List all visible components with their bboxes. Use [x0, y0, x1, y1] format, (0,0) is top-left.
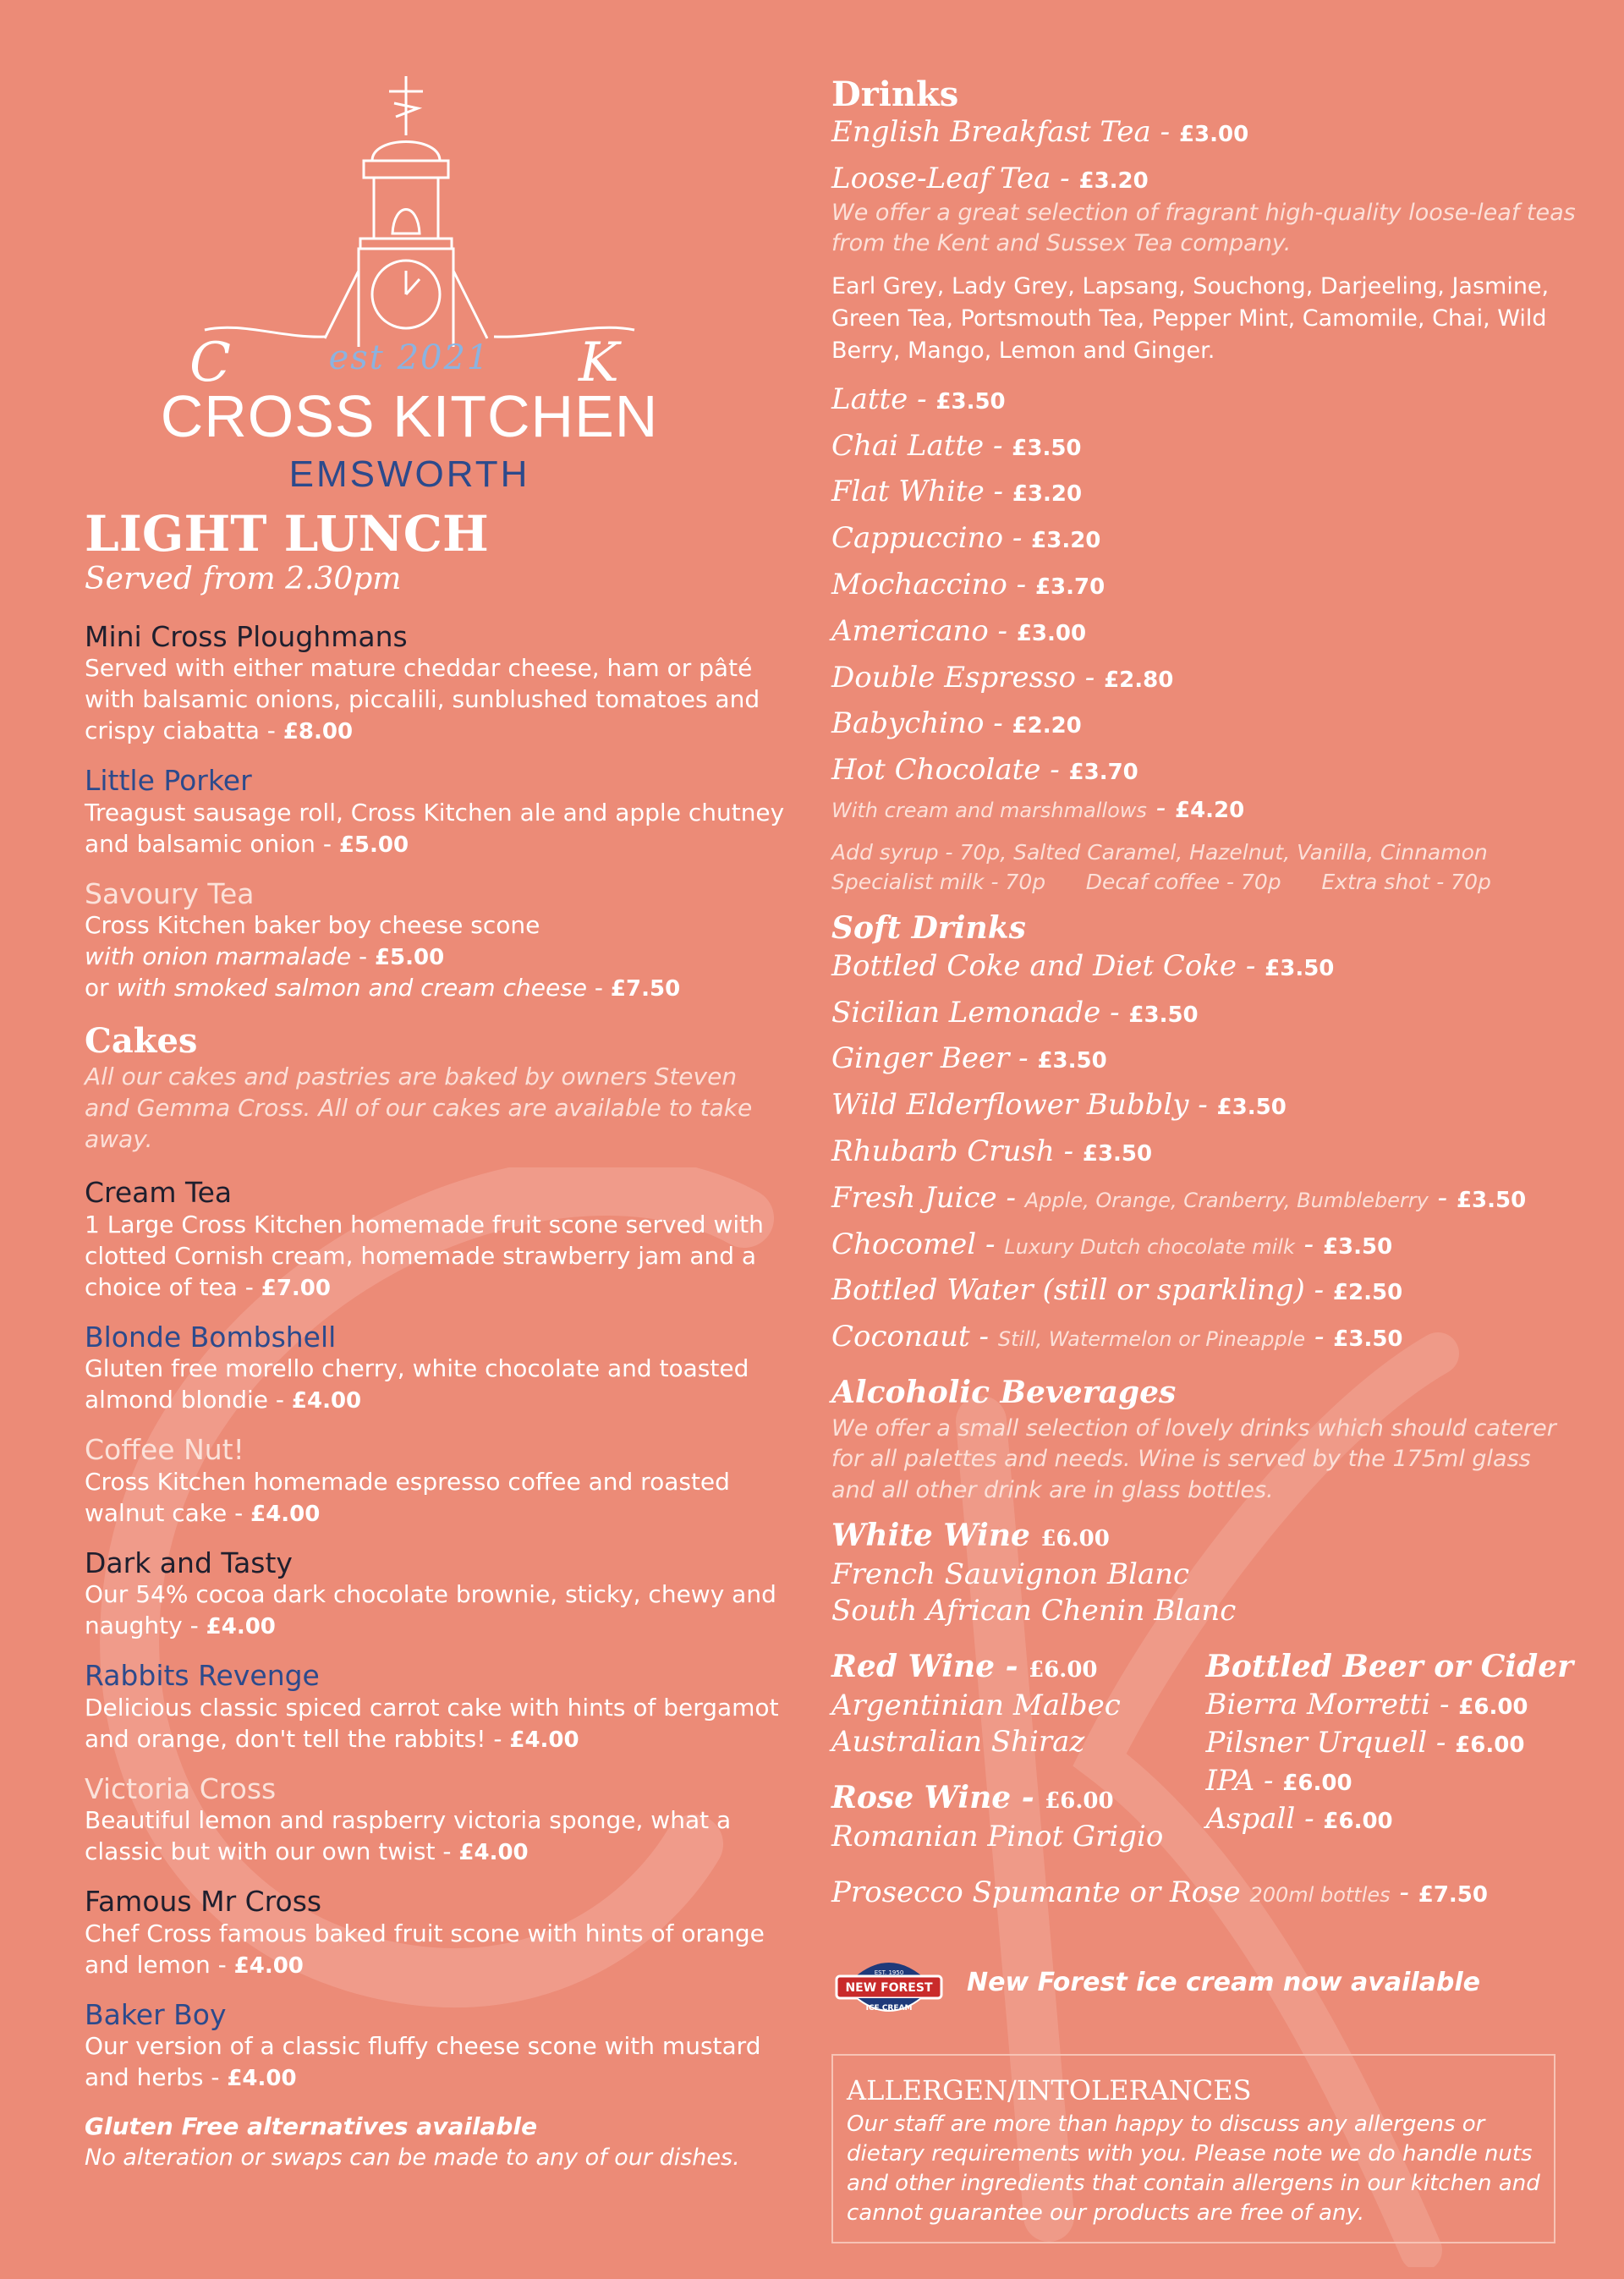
wine-item: South African Chenin Blanc: [831, 1593, 1237, 1628]
lunch-item: [85, 877, 787, 1004]
item-name: Dark and Tasty: [85, 1546, 293, 1579]
item-option: with onion marmalade - £5.00: [85, 942, 445, 971]
badge-top-text: NEW FOREST: [845, 1980, 933, 1995]
tea-list: Earl Grey, Lady Grey, Lapsang, Souchong, Darjeeling, Jasmine, Green Tea, Portsmouth Tea, Pepper Mint, Camomile, Chai, Wild Berry, Mango, Lemon and Ginger.: [831, 273, 1550, 365]
item-description: Our 54% cocoa dark chocolate brownie, sticky, chewy and naughty - £4.00: [85, 1580, 776, 1640]
wine-item: Romanian Pinot Grigio: [831, 1820, 1164, 1854]
beer-item: Aspall - £6.00: [1205, 1801, 1393, 1836]
brand-name: CROSS KITCHEN: [160, 383, 659, 449]
soft-drink-item: Bottled Coke and Diet Coke - £3.50: [831, 948, 1335, 983]
ice-cream-banner: [831, 1949, 1576, 2017]
drink-item: Loose-Leaf Tea - £3.20: [831, 161, 1149, 195]
beer-cider-title: Bottled Beer or Cider: [1205, 1649, 1574, 1685]
soft-drink-item: Coconaut - Still, Watermelon or Pineapple - £3.50: [831, 1320, 1403, 1354]
coffee-item: Babychino - £2.20: [831, 706, 1082, 741]
new-forest-ice-cream-logo: [831, 1949, 946, 2017]
left-column: [85, 68, 787, 2173]
item-name: Savoury Tea: [85, 876, 255, 910]
coffee-item: Cappuccino - £3.20: [831, 521, 1101, 556]
allergen-title: ALLERGEN/INTOLERANCES: [847, 2073, 1252, 2106]
coffee-item: Chai Latte - £3.50: [831, 428, 1082, 463]
drink-item: English Breakfast Tea - £3.00: [831, 115, 1249, 149]
cakes-note: All our cakes and pastries are baked by owners Steven and Gemma Cross. All of our cakes are available to take away.: [85, 1063, 753, 1154]
white-wine-list: [831, 1557, 1576, 1628]
item-name: Rabbits Revenge: [85, 1659, 320, 1693]
wine-item: Australian Shiraz: [831, 1724, 1085, 1759]
item-price: £4.00: [291, 1388, 362, 1414]
item-description: Chef Cross famous baked fruit scone with hints of orange and lemon - £4.00: [85, 1919, 765, 1979]
item-price: £5.00: [338, 832, 409, 858]
wine-beer-columns: [831, 1649, 1576, 1875]
item-name: Blonde Bombshell: [85, 1320, 337, 1354]
allergen-text: Our staff are more than happy to discuss any allergens or dietary requirements with you. Please note we do handle nuts and other ingredients that contain allergens in our kitchen and cannot guarantee our products are free of any.: [847, 2111, 1540, 2226]
item-name: Little Porker: [85, 764, 252, 798]
rose-wine-list: [831, 1819, 1205, 1855]
ice-cream-text: New Forest ice cream now available: [967, 1968, 1480, 1998]
light-lunch-title: LIGHT LUNCH: [85, 505, 489, 563]
badge-est-text: EST. 1950: [874, 1969, 904, 1976]
item-option: or with smoked salmon and cream cheese - £7.50: [85, 974, 681, 1002]
coffee-item: Double Espresso - £2.80: [831, 660, 1174, 695]
cake-item: [85, 1772, 787, 1869]
cake-item: [85, 1659, 787, 1755]
drink-addons: Add syrup - 70p, Salted Caramel, Hazelnut, Vanilla, Cinnamon Specialist milk - 70p Decaf coffee - 70p Extra shot - 70p: [831, 839, 1491, 894]
cakes-list: [85, 1176, 787, 2094]
soft-drink-item: Chocomel - Luxury Dutch chocolate milk - £3.50: [831, 1227, 1393, 1261]
coffee-item: Hot Chocolate - £3.70: [831, 753, 1138, 788]
cake-item: [85, 1321, 787, 1417]
cake-item: [85, 1176, 787, 1303]
item-price: £7.50: [610, 976, 681, 1002]
light-lunch-subtitle: Served from 2.30pm: [85, 561, 402, 596]
clock-tower-icon: [156, 68, 663, 347]
item-name: Famous Mr Cross: [85, 1885, 322, 1919]
soft-drinks-title: Soft Drinks: [831, 909, 1026, 946]
badge-bottom-text: ICE CREAM: [865, 2003, 913, 2013]
item-price: £4.00: [250, 1501, 321, 1527]
soft-drinks-list: [831, 949, 1576, 1354]
item-price: £4.00: [233, 1952, 304, 1979]
soft-drink-item: Wild Elderflower Bubbly - £3.50: [831, 1088, 1287, 1123]
cake-item: [85, 1433, 787, 1529]
item-price: £4.00: [206, 1614, 276, 1640]
coffee-list: [831, 382, 1576, 788]
gluten-free-note: Gluten Free alternatives available: [85, 2112, 538, 2141]
item-price: £7.00: [261, 1275, 331, 1301]
item-price: £4.00: [227, 2066, 297, 2092]
white-wine-title: White Wine £6.00: [831, 1518, 1110, 1554]
hot-chocolate-extra: With cream and marshmallows - £4.20: [831, 791, 1245, 826]
lunch-item: [85, 620, 787, 747]
item-description: Delicious classic spiced carrot cake with hints of bergamot and orange, don't tell the rabbits! - £4.00: [85, 1693, 779, 1753]
item-name: Victoria Cross: [85, 1771, 277, 1805]
right-column: [831, 74, 1576, 2243]
cross-kitchen-logo: [156, 68, 663, 508]
lunch-item: [85, 764, 787, 860]
item-price: £4.00: [509, 1727, 579, 1753]
beer-item: Bierra Morretti - £6.00: [1205, 1688, 1528, 1722]
coffee-item: Mochaccino - £3.70: [831, 568, 1106, 602]
soft-drink-item: Bottled Water (still or sparkling) - £2.50: [831, 1273, 1403, 1308]
coffee-item: Latte - £3.50: [831, 382, 1006, 416]
red-wine-title: Red Wine - £6.00: [831, 1649, 1098, 1685]
item-price: £5.00: [374, 945, 445, 971]
beer-item: Pilsner Urquell - £6.00: [1205, 1726, 1525, 1760]
item-description: 1 Large Cross Kitchen homemade fruit scone served with clotted Cornish cream, homemade strawberry jam and a choice of tea - £7.00: [85, 1210, 764, 1301]
soft-drink-item: Sicilian Lemonade - £3.50: [831, 995, 1199, 1030]
wine-item: Argentinian Malbec: [831, 1689, 1121, 1723]
brand-location: EMSWORTH: [288, 453, 530, 495]
soft-drink-item: Ginger Beer - £3.50: [831, 1041, 1107, 1076]
item-description: Treagust sausage roll, Cross Kitchen ale and apple chutney and balsamic onion - £5.00: [85, 798, 785, 858]
item-description: Cross Kitchen homemade espresso coffee and roasted walnut cake - £4.00: [85, 1467, 730, 1527]
item-name: Coffee Nut!: [85, 1433, 244, 1467]
item-name: Mini Cross Ploughmans: [85, 619, 408, 653]
alcohol-note: We offer a small selection of lovely drinks which should caterer for all palettes and needs. Wine is served by the 175ml glass and all other drink are in glass bottles.: [831, 1415, 1556, 1503]
item-description: Beautiful lemon and raspberry victoria sponge, what a classic but with our own twist - £4.00: [85, 1806, 732, 1866]
soft-drink-item: Fresh Juice - Apple, Orange, Cranberry, Bumbleberry - £3.50: [831, 1180, 1527, 1215]
monogram-c: C: [189, 332, 231, 394]
cake-item: [85, 1546, 787, 1643]
beer-item: IPA - £6.00: [1205, 1763, 1352, 1798]
item-price: £4.00: [458, 1840, 529, 1866]
item-description: Cross Kitchen baker boy cheese scone: [85, 911, 540, 940]
cakes-title: Cakes: [85, 1021, 198, 1062]
item-description: Served with either mature cheddar cheese, ham or pâté with balsamic onions, piccalili, sunblushed tomatoes and crispy ciabatta - £8.00: [85, 654, 760, 745]
cake-item: [85, 1998, 787, 2095]
item-description: Gluten free morello cherry, white chocolate and toasted almond blondie - £4.00: [85, 1354, 749, 1414]
beer-list: [1205, 1688, 1576, 1836]
soft-drink-item: Rhubarb Crush - £3.50: [831, 1134, 1153, 1169]
red-wine-list: [831, 1688, 1205, 1760]
item-price: £8.00: [283, 719, 354, 745]
monogram-k: K: [579, 332, 619, 394]
wine-item: French Sauvignon Blanc: [831, 1557, 1190, 1592]
allergen-box: [831, 2054, 1555, 2243]
established-year: est 2021: [328, 338, 491, 377]
alcohol-title: Alcoholic Beverages: [831, 1375, 1177, 1410]
rose-wine-title: Rose Wine - £6.00: [831, 1780, 1114, 1816]
no-alteration-note: No alteration or swaps can be made to any of our dishes.: [85, 2144, 740, 2171]
item-name: Baker Boy: [85, 1997, 227, 2031]
cake-item: [85, 1885, 787, 1981]
drinks-title: Drinks: [831, 74, 959, 114]
item-name: Cream Tea: [85, 1176, 233, 1210]
coffee-item: Flat White - £3.20: [831, 475, 1083, 509]
prosecco-item: Prosecco Spumante or Rose 200ml bottles - £7.50: [831, 1875, 1488, 1909]
loose-leaf-note: We offer a great selection of fragrant high-quality loose-leaf teas from the Kent and Sussex Tea company.: [831, 199, 1576, 257]
item-description: Our version of a classic fluffy cheese scone with mustard and herbs - £4.00: [85, 2032, 761, 2092]
coffee-item: Americano - £3.00: [831, 613, 1087, 648]
